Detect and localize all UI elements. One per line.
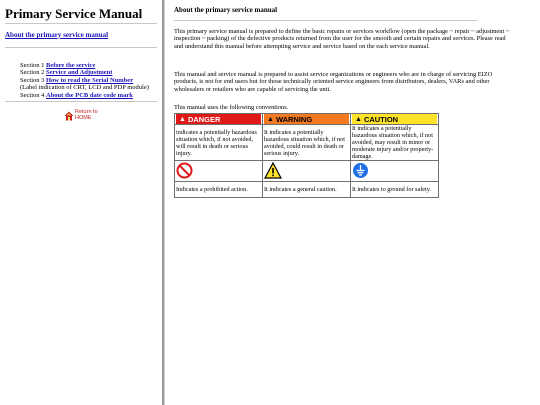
divider-line [174,20,477,21]
caution-label: ▲ CAUTION [352,114,437,124]
section-item-4: Section 4 About the PCB date code mark [20,91,133,99]
section-item-1: Section 1 Before the service [20,62,96,69]
section-note: (Label indication of CRT, LCD and PDP module) [20,84,149,92]
section-list [20,62,149,99]
prohibited-icon [176,162,193,179]
warning-label: ▲ WARNING [264,114,349,124]
sidebar [0,0,162,405]
general-caution-description: It indicates a general caution. [263,182,351,198]
danger-label: ▲ DANGER [176,114,261,124]
section-item-2: Section 2 Service and Adjustment [20,69,113,77]
section-item-3: Section 3 How to read the Serial Number [20,76,134,84]
warning-triangle-icon: ▲ [355,115,362,123]
return-home-button[interactable] [64,110,98,121]
ground-description: It indicates to ground for safety. [351,182,439,198]
prohibited-description: Indicates a prohibited action. [175,182,263,198]
warning-triangle-icon: ▲ [267,115,274,123]
danger-description: indicates a potentially hazardous situation which, if not avoided, will result in death or serious injury. [175,125,263,161]
ground-icon [352,162,369,179]
manual-title: Primary Service Manual [5,6,143,21]
conventions-intro: This manual uses the following conventions. [174,104,289,111]
audience-paragraph: This manual and service manual is prepared to assist service organizations or engineers who are in charge of servicing EIZO products, is not for end users but for those technically oriented service engineers from distributors, dealers, VARs and other wholesalers or retailers who are capable of servicing the unit. [174,71,493,93]
return-label: Return to [75,109,98,115]
intro-paragraph: This primary service manual is prepared to define the basic repairs or services workflow (open the package ~ repair ~ adjustment ~ inspection ~ packing) of the defective products returned from the user for the smooth and certain repairs and services. Please read and understand this manual before attempting service and service based on the each service manual. [174,28,510,50]
section-link-serial-number[interactable]: How to read the Serial Number [46,76,134,84]
about-manual-link[interactable]: About the primary service manual [5,31,109,39]
page-title: About the primary service manual [174,6,278,14]
section-link-before-service[interactable]: Before the service [46,62,96,69]
main-content [174,0,530,405]
home-label: HOME [75,114,92,121]
section-link-pcb-date-code[interactable]: About the PCB date code mark [46,91,133,99]
divider-line [5,47,157,48]
divider-line [5,101,157,102]
warning-triangle-icon: ▲ [179,115,186,123]
home-icon [64,111,74,121]
section-link-service-adjustment[interactable]: Service and Adjustment [46,69,113,77]
divider-line [5,23,157,24]
frame-divider[interactable] [162,0,165,405]
general-caution-icon [264,162,282,179]
caution-description: It indicates a potentially hazardous situation which, if not avoided, may result in minor or moderate injury and/or property-damage. [351,125,439,161]
conventions-table [174,113,439,198]
warning-description: It indicates a potentially hazardous situation which, if not avoided, could result in death or serious injury. [263,125,351,161]
